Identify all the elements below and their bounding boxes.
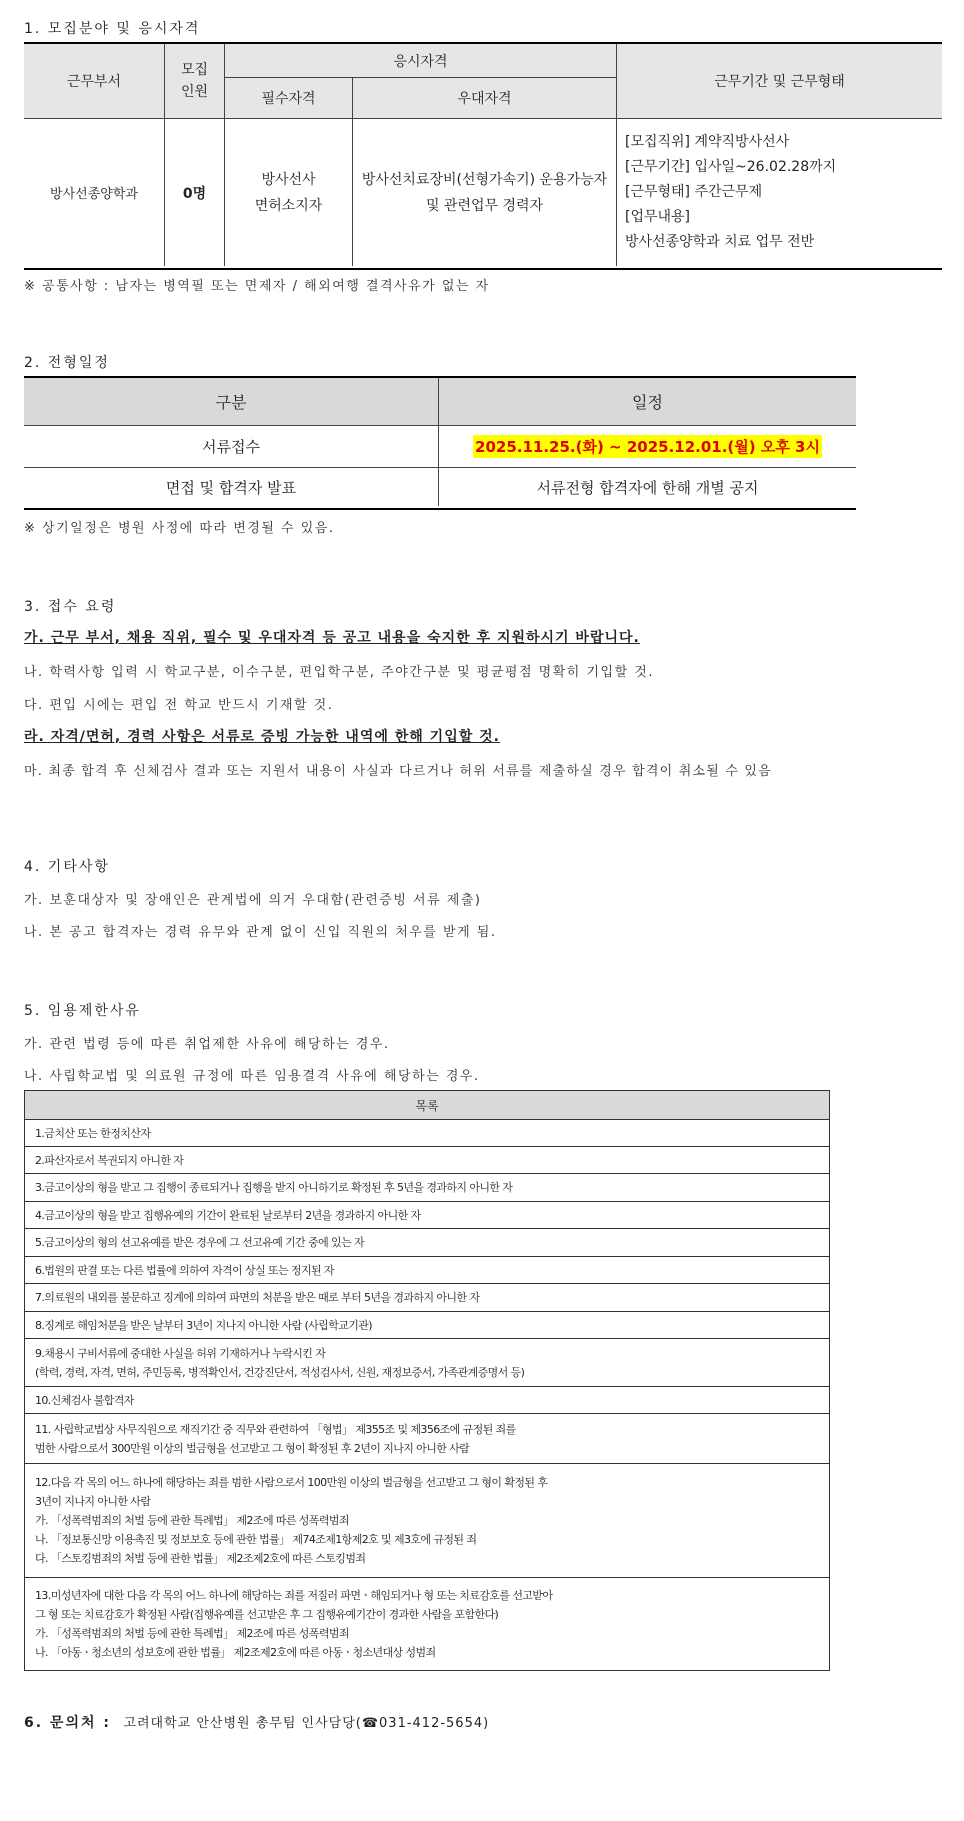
- section1-note: ※ 공통사항 : 남자는 병역필 또는 면제자 / 해외여행 결격사유가 없는 자: [24, 279, 490, 294]
- period-line: [모집직위] 계약직방사선사: [625, 134, 790, 150]
- restriction-list-table: [24, 1090, 830, 1671]
- cell-schedule: [438, 425, 856, 467]
- guideline-item: 가. 근무 부서, 채용 직위, 필수 및 우대자격 등 공고 내용을 숙지한 후 지원하시기 바랍니다.: [24, 630, 640, 646]
- guideline-item: 라. 자격/면허, 경력 사항은 서류로 증빙 가능한 내역에 한해 기입할 것.: [24, 729, 500, 745]
- highlighted-date: 2025.11.25.(화) ~ 2025.12.01.(월) 오후 3시: [473, 435, 822, 458]
- cell-category: 서류접수: [24, 425, 438, 467]
- list-text: 범한 사람으로서 300만원 이상의 벌금형을 선고받고 그 형이 확정된 후 2년이 지나지 아니한 사람: [35, 1441, 470, 1455]
- list-row: [25, 1147, 829, 1174]
- misc-item: 나. 본 공고 합격자는 경력 유무와 관계 없이 신입 직원의 처우를 받게 됨.: [24, 925, 497, 940]
- section2-note: ※ 상기일정은 병원 사정에 따라 변경될 수 있음.: [24, 521, 335, 536]
- cell-dept: 방사선종양학과: [24, 118, 164, 266]
- header-dept: 근무부서: [24, 44, 164, 118]
- list-text: 나. 「아동ㆍ청소년의 성보호에 관한 법률」 제2조제2호에 따른 아동ㆍ청소년대상 성범죄: [35, 1646, 436, 1659]
- period-line: 방사선종양학과 치료 업무 전반: [625, 234, 815, 250]
- list-text: 3.금고이상의 형을 받고 그 집행이 종료되거나 집행을 받지 아니하기로 확정된 후 5년을 경과하지 아니한 자: [35, 1181, 513, 1194]
- list-row: [25, 1464, 829, 1578]
- list-text: 2.파산자로서 복권되지 아니한 자: [35, 1153, 184, 1167]
- list-row: [25, 1387, 829, 1414]
- guideline-item: 마. 최종 합격 후 신체검사 결과 또는 지원서 내용이 사실과 다르거나 허위 서류를 제출하실 경우 합격이 취소될 수 있음: [24, 764, 772, 779]
- list-row: [25, 1174, 829, 1202]
- restriction-item: 가. 관련 법령 등에 따른 취업제한 사유에 해당하는 경우.: [24, 1037, 390, 1052]
- list-text: 8.징계로 해임처분을 받은 날부터 3년이 지나지 아니한 사람 (사립학교기관): [35, 1318, 373, 1332]
- header-period: 근무기간 및 근무형태: [616, 44, 942, 118]
- list-header: 목록: [25, 1091, 829, 1120]
- recruitment-table: [24, 42, 942, 270]
- list-text: 4.금고이상의 형을 받고 집행유예의 기간이 완료된 날로부터 2년을 경과하지 아니한 자: [35, 1208, 421, 1222]
- required-line: 방사선사: [261, 171, 316, 188]
- cell-count: 0명: [164, 118, 224, 266]
- header-required: 필수자격: [224, 77, 352, 118]
- list-row: [25, 1312, 829, 1339]
- list-text: 3년이 지나지 아니한 사람: [35, 1495, 151, 1508]
- list-text: 13.미성년자에 대한 다음 각 목의 어느 하나에 해당하는 죄를 저질러 파면ㆍ해임되거나 형 또는 치료감호를 선고받아: [35, 1589, 553, 1602]
- cell-schedule: 서류전형 합격자에 한해 개별 공지: [438, 467, 856, 506]
- header-category: 구분: [24, 378, 438, 425]
- required-line: 면허소지자: [254, 197, 323, 214]
- preferred-line: 및 관련업무 경력자: [425, 197, 544, 214]
- list-text: 가. 「성폭력범죄의 처벌 등에 관한 특례법」 제2조에 따른 성폭력범죄: [35, 1627, 349, 1640]
- list-text: (학력, 경력, 자격, 면허, 주민등록, 병적확인서, 건강진단서, 적성검사서, 신원, 재정보증서, 가족관계증명서 등): [35, 1365, 525, 1379]
- misc-item: 가. 보훈대상자 및 장애인은 관계법에 의거 우대함(관련증빙 서류 제출): [24, 893, 482, 908]
- list-text: 10.신체검사 불합격자: [35, 1393, 134, 1407]
- period-line: [근무형태] 주간근무제: [625, 184, 763, 200]
- section3-title: 3. 접수 요령: [24, 599, 117, 615]
- list-text: 그 형 또는 치료감호가 확정된 사람(집행유예를 선고받은 후 그 집행유예기간이 경과한 사람을 포함한다): [35, 1608, 499, 1621]
- list-row: [25, 1578, 829, 1670]
- list-text: 5.금고이상의 형의 선고유예를 받은 경우에 그 선고유예 기간 중에 있는 자: [35, 1236, 365, 1249]
- header-schedule: 일정: [438, 378, 856, 425]
- header-preferred: 우대자격: [352, 77, 616, 118]
- list-row: [25, 1414, 829, 1464]
- list-text: 6.법원의 판결 또는 다른 법률에 의하여 자격이 상실 또는 정지된 자: [35, 1263, 334, 1277]
- schedule-table: [24, 376, 856, 510]
- list-row: [25, 1257, 829, 1284]
- list-text: 9.채용시 구비서류에 중대한 사실을 허위 기재하거나 누락시킨 자: [35, 1346, 326, 1360]
- list-text: 다. 「스토킹범죄의 처벌 등에 관한 법률」 제2조제2호에 따른 스토킹범죄: [35, 1552, 366, 1565]
- cell-category: 면접 및 합격자 발표: [24, 467, 438, 506]
- contact-label: 6. 문의처 :: [24, 1715, 111, 1731]
- header-count: 모집 인원: [164, 44, 224, 118]
- section4-title: 4. 기타사항: [24, 859, 110, 875]
- contact-text: 고려대학교 안산병원 총무팀 인사담당(☎031-412-5654): [123, 1716, 490, 1731]
- list-text: 가. 「성폭력범죄의 처벌 등에 관한 특례법」 제2조에 따른 성폭력범죄: [35, 1514, 349, 1527]
- list-text: 7.의료원의 내외를 불문하고 징계에 의하여 파면의 처분을 받은 때로 부터 5년을 경과하지 아니한 자: [35, 1291, 480, 1304]
- list-text: 12.다음 각 목의 어느 하나에 해당하는 죄를 범한 사람으로서 100만원 이상의 벌금형을 선고받고 그 형이 확정된 후: [35, 1476, 548, 1489]
- guideline-item: 다. 편입 시에는 편입 전 학교 반드시 기재할 것.: [24, 698, 334, 713]
- cell-required: [224, 118, 352, 266]
- list-text: 1.금치산 또는 한정치산자: [35, 1126, 151, 1140]
- guideline-item: 나. 학력사항 입력 시 학교구분, 이수구분, 편입학구분, 주야간구분 및 평균평점 명확히 기입할 것.: [24, 665, 654, 680]
- list-row: [25, 1120, 829, 1147]
- restriction-item: 나. 사립학교법 및 의료원 규정에 따른 임용결격 사유에 해당하는 경우.: [24, 1069, 480, 1084]
- list-text: 나. 「정보통신망 이용촉진 및 정보보호 등에 관한 법률」 제74조제1항제2호 및 제3호에 규정된 죄: [35, 1533, 477, 1546]
- contact-line: [24, 1712, 489, 1732]
- period-line: [업무내용]: [625, 209, 691, 225]
- list-row: [25, 1202, 829, 1229]
- section5-title: 5. 임용제한사유: [24, 1003, 141, 1019]
- list-row: [25, 1339, 829, 1387]
- cell-period: [616, 118, 942, 266]
- period-line: [근무기간] 입사일~26.02.28까지: [625, 159, 837, 175]
- list-text: 11. 사립학교법상 사무직원으로 재직기간 중 직무와 관련하여 「형법」 제355조 및 제356조에 규정된 죄를: [35, 1422, 516, 1436]
- cell-preferred: [352, 118, 616, 266]
- list-row: [25, 1229, 829, 1257]
- header-qualification: 응시자격: [224, 44, 616, 77]
- section2-title: 2. 전형일정: [24, 355, 110, 371]
- list-row: [25, 1284, 829, 1312]
- section1-title: 1. 모집분야 및 응시자격: [24, 21, 201, 37]
- preferred-line: 방사선치료장비(선형가속기) 운용가능자: [361, 171, 608, 188]
